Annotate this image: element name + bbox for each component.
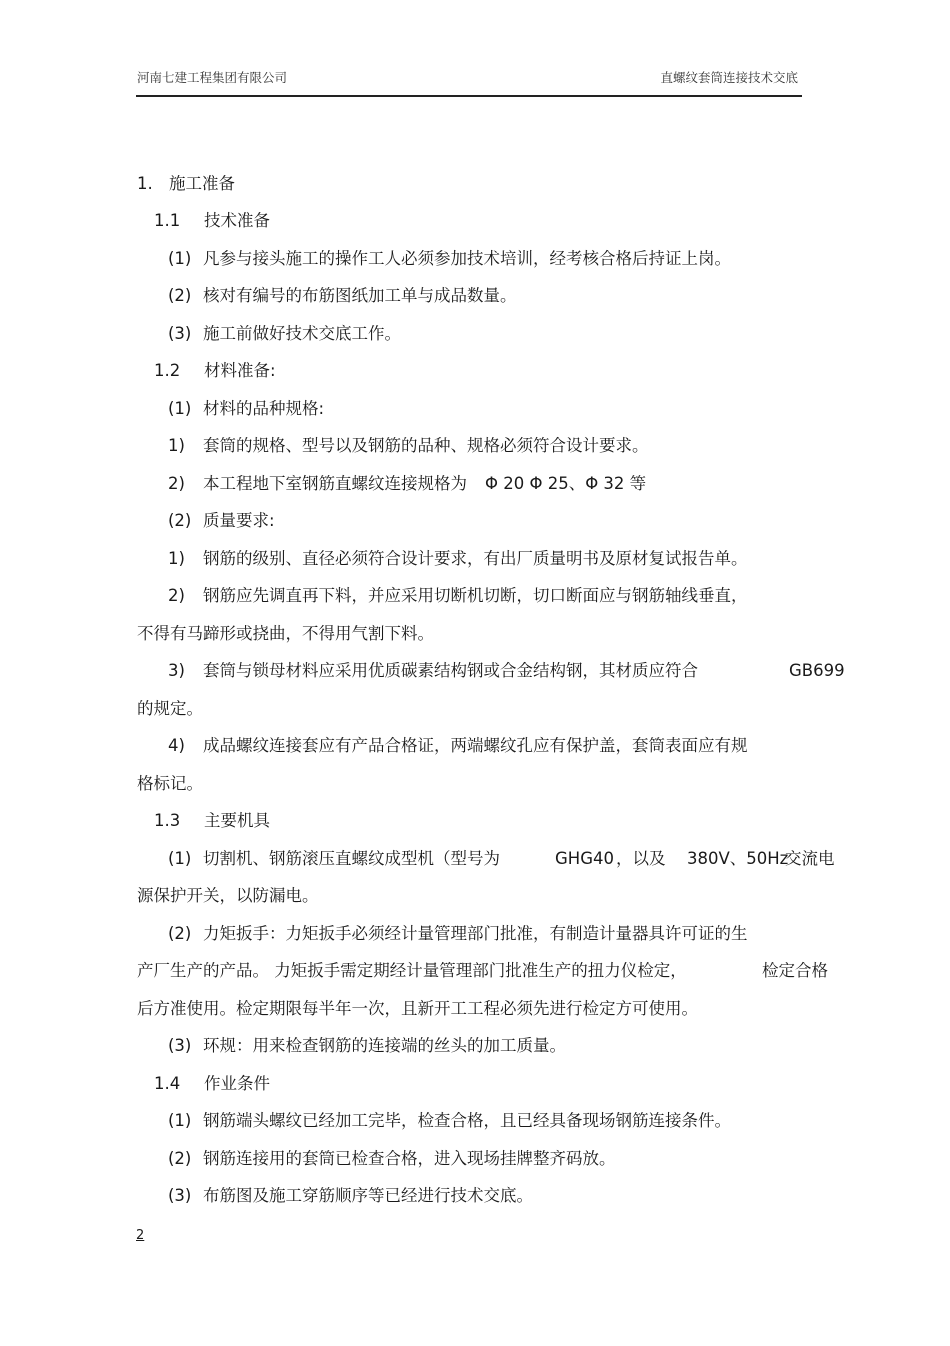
item-text: 质量要求:: [203, 511, 275, 530]
paragraph: [168, 849, 500, 869]
section-1-1-heading: [154, 211, 270, 231]
item-text: 切割机、钢筋滚压直螺纹成型机（型号为: [203, 849, 500, 868]
item-number: (1): [168, 1111, 192, 1130]
item-number: 1): [168, 436, 185, 455]
item-text: 套筒的规格、型号以及钢筋的品种、规格必须符合设计要求。: [203, 436, 649, 455]
item-number: (2): [168, 511, 192, 530]
item-number: (1): [168, 849, 192, 868]
section-title: 材料准备:: [204, 361, 276, 380]
item-text: 布筋图及施工穿筋顺序等已经进行技术交底。: [203, 1186, 533, 1205]
header-rule: [136, 95, 802, 97]
paragraph: [168, 1036, 566, 1056]
item-number: 3): [168, 661, 185, 680]
section-title: 施工准备: [169, 174, 235, 193]
paragraph-continuation: 检定合格: [762, 961, 828, 980]
paragraph-text: 交流电: [785, 849, 835, 868]
item-text: 套筒与锁母材料应采用优质碳素结构钢或合金结构钢，其材质应符合: [203, 661, 698, 680]
section-title: 主要机具: [204, 811, 270, 830]
paragraph: [168, 736, 748, 756]
item-number: 1): [168, 549, 185, 568]
section-number: 1.4: [154, 1074, 181, 1093]
paragraph: [168, 924, 748, 944]
item-number: (3): [168, 1036, 192, 1055]
paragraph-continuation: 源保护开关，以防漏电。: [137, 886, 319, 905]
section-title: 作业条件: [204, 1074, 270, 1093]
rebar-spec: Φ 20 Φ 25、Φ 32 等: [485, 474, 647, 493]
item-text: 本工程地下室钢筋直螺纹连接规格为: [203, 474, 467, 493]
paragraph-continuation: 格标记。: [137, 774, 203, 793]
page-number: 2: [136, 1228, 145, 1243]
paragraph: [168, 249, 731, 269]
section-1-2-heading: [154, 361, 276, 381]
item-text: 凡参与接头施工的操作工人必须参加技术培训，经考核合格后持证上岗。: [203, 249, 731, 268]
item-text: 钢筋的级别、直径必须符合设计要求，有出厂质量明书及原材复试报告单。: [203, 549, 748, 568]
section-1-4-heading: [154, 1074, 270, 1094]
item-text: 成品螺纹连接套应有产品合格证，两端螺纹孔应有保护盖，套筒表面应有规: [203, 736, 748, 755]
section-number: 1.3: [154, 811, 181, 830]
section-1-3-heading: [154, 811, 270, 831]
item-number: (2): [168, 1149, 192, 1168]
header-doc-title: 直螺纹套筒连接技术交底: [660, 70, 798, 85]
paragraph: [168, 549, 748, 569]
item-text: 钢筋连接用的套筒已检查合格，进入现场挂牌整齐码放。: [203, 1149, 616, 1168]
paragraph: [168, 399, 324, 419]
item-text: 施工前做好技术交底工作。: [203, 324, 401, 343]
item-number: 2): [168, 474, 185, 493]
paragraph-continuation: 的规定。: [137, 699, 203, 718]
paragraph: [168, 511, 275, 531]
paragraph: [168, 1186, 533, 1206]
item-text: 材料的品种规格:: [203, 399, 325, 418]
standard-code: GB699: [789, 661, 845, 680]
section-number: 1.1: [154, 211, 181, 230]
paragraph-continuation: 不得有马蹄形或挠曲，不得用气割下料。: [137, 624, 434, 643]
item-text: 钢筋端头螺纹已经加工完毕，检查合格，且已经具备现场钢筋连接条件。: [203, 1111, 731, 1130]
section-1-heading: [137, 174, 235, 194]
section-number: 1.2: [154, 361, 181, 380]
item-number: (1): [168, 399, 192, 418]
header-company: 河南七建工程集团有限公司: [137, 70, 288, 85]
paragraph: [168, 474, 646, 494]
item-number: (3): [168, 1186, 192, 1205]
item-number: 2): [168, 586, 185, 605]
paragraph: [168, 1111, 731, 1131]
item-number: (2): [168, 286, 192, 305]
paragraph: [168, 436, 649, 456]
paragraph: [168, 1149, 616, 1169]
item-number: (1): [168, 249, 192, 268]
paragraph-continuation: 产厂生产的产品。 力矩扳手需定期经计量管理部门批准生产的扭力仪检定，: [137, 961, 687, 980]
item-text: 核对有编号的布筋图纸加工单与成品数量。: [203, 286, 517, 305]
item-number: 4): [168, 736, 185, 755]
item-text: 环规：用来检查钢筋的连接端的丝头的加工质量。: [203, 1036, 566, 1055]
paragraph: [168, 661, 698, 681]
paragraph: [168, 586, 748, 606]
paragraph-text: ，以及: [616, 849, 666, 868]
paragraph: [168, 324, 401, 344]
paragraph-continuation: 后方准使用。检定期限每半年一次，且新开工工程必须先进行检定方可使用。: [137, 999, 698, 1018]
item-text: 钢筋应先调直再下料，并应采用切断机切断，切口断面应与钢筋轴线垂直，: [203, 586, 748, 605]
machine-model: GHG40: [555, 849, 614, 868]
paragraph: [168, 286, 517, 306]
item-text: 力矩扳手：力矩扳手必须经计量管理部门批准，有制造计量器具许可证的生: [203, 924, 748, 943]
item-number: (2): [168, 924, 192, 943]
section-number: 1.: [137, 174, 153, 193]
power-spec: 380V、50Hz: [687, 849, 789, 868]
item-number: (3): [168, 324, 192, 343]
section-title: 技术准备: [204, 211, 270, 230]
